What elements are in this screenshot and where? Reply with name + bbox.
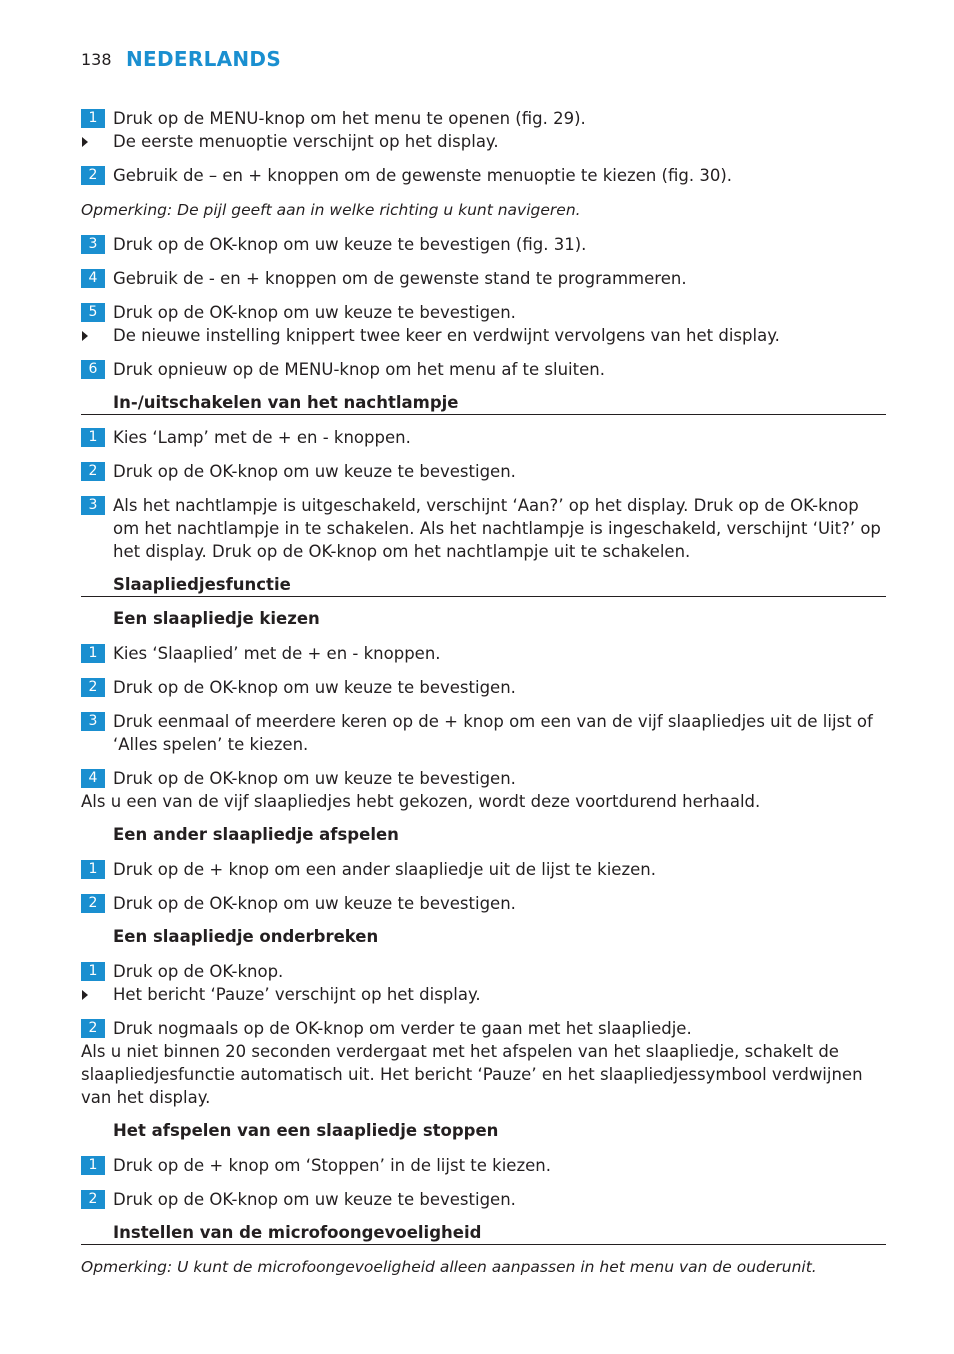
step-number: 2: [81, 894, 105, 913]
step-text: Gebruik de - en + knoppen om de gewenste stand te programmeren.: [113, 269, 687, 288]
step-text: Druk nogmaals op de OK-knop om verder te gaan met het slaapliedje.: [113, 1019, 692, 1038]
step-text: Druk op de OK-knop om uw keuze te bevestigen.: [113, 894, 516, 913]
step-number: 4: [81, 769, 105, 788]
step-text: Kies ‘Lamp’ met de + en - knoppen.: [113, 428, 411, 447]
step-text: Druk op de + knop om ‘Stoppen’ in de lijst te kiezen.: [113, 1156, 551, 1175]
step-text: Druk op de MENU-knop om het menu te openen (fig. 29).: [113, 109, 586, 128]
step-text: Druk op de OK-knop.: [113, 962, 284, 981]
subsection-heading: [81, 926, 886, 948]
step-number: 3: [81, 496, 105, 515]
step-text: Druk op de OK-knop om uw keuze te bevestigen.: [113, 462, 516, 481]
step-text: Kies ‘Slaaplied’ met de + en - knoppen.: [113, 644, 441, 663]
body-text: Als u niet binnen 20 seconden verdergaat met het afspelen van het slaapliedje, schakelt de slaapliedjesfunctie automatisch uit. Het bericht ‘Pauze’ en het slaapliedjessymbool verdwijnen van het display.: [81, 1042, 863, 1107]
subsection-heading: [81, 824, 886, 846]
step-number: 1: [81, 109, 105, 128]
note-text: Opmerking: De pijl geeft aan in welke richting u kunt navigeren.: [81, 201, 581, 219]
step-number: 5: [81, 303, 105, 322]
step-number: 3: [81, 235, 105, 254]
step-number: 2: [81, 678, 105, 697]
section-heading: [81, 574, 886, 597]
heading-text: Slaapliedjesfunctie: [113, 575, 291, 594]
subsection-heading: [81, 608, 886, 630]
step-text: Druk op de OK-knop om uw keuze te bevestigen.: [113, 678, 516, 697]
step-text: Druk op de OK-knop om uw keuze te bevestigen.: [113, 769, 516, 788]
step-number: 2: [81, 166, 105, 185]
step-number: 1: [81, 428, 105, 447]
section-heading: [81, 1222, 886, 1245]
step-number: 1: [81, 860, 105, 879]
step-text: Druk opnieuw op de MENU-knop om het menu af te sluiten.: [113, 360, 605, 379]
triangle-bullet-icon: [82, 331, 88, 341]
step-number: 1: [81, 644, 105, 663]
step-number: 4: [81, 269, 105, 288]
triangle-bullet-icon: [82, 137, 88, 147]
step-number: 1: [81, 962, 105, 981]
step-number: 2: [81, 462, 105, 481]
step-number: 6: [81, 360, 105, 379]
language-title: NEDERLANDS: [126, 47, 282, 71]
heading-text: Een slaapliedje onderbreken: [113, 927, 379, 946]
section-heading: [81, 392, 886, 415]
step-text: Als het nachtlampje is uitgeschakeld, verschijnt ‘Aan?’ op het display. Druk op de OK-knop om het nachtlampje in te schakelen. Als het nachtlampje is ingeschakeld, verschijnt ‘Uit?’ op het display. Druk op de OK-knop om het nachtlampje uit te schakelen.: [113, 496, 881, 561]
heading-text: Het afspelen van een slaapliedje stoppen: [113, 1121, 499, 1140]
triangle-bullet-icon: [82, 990, 88, 1000]
heading-text: Een slaapliedje kiezen: [113, 609, 320, 628]
step-text: Gebruik de – en + knoppen om de gewenste menuoptie te kiezen (fig. 30).: [113, 166, 733, 185]
step-text: Druk eenmaal of meerdere keren op de + knop om een van de vijf slaapliedjes uit de lijst of ‘Alles spelen’ te kiezen.: [113, 712, 873, 754]
step-text: Druk op de OK-knop om uw keuze te bevestigen.: [113, 1190, 516, 1209]
step-text: Druk op de + knop om een ander slaapliedje uit de lijst te kiezen.: [113, 860, 656, 879]
step-number: 3: [81, 712, 105, 731]
heading-text: Een ander slaapliedje afspelen: [113, 825, 399, 844]
step-number: 2: [81, 1019, 105, 1038]
bullet-text: De nieuwe instelling knippert twee keer en verdwijnt vervolgens van het display.: [113, 326, 780, 345]
step-number: 2: [81, 1190, 105, 1209]
heading-text: Instellen van de microfoongevoeligheid: [113, 1223, 482, 1242]
page-number: 138: [81, 50, 112, 69]
step-text: Druk op de OK-knop om uw keuze te bevestigen.: [113, 303, 516, 322]
heading-text: In-/uitschakelen van het nachtlampje: [113, 393, 459, 412]
subsection-heading: [81, 1120, 886, 1142]
step-text: Druk op de OK-knop om uw keuze te bevestigen (fig. 31).: [113, 235, 587, 254]
bullet-text: Het bericht ‘Pauze’ verschijnt op het display.: [113, 985, 481, 1004]
body-text: Als u een van de vijf slaapliedjes hebt gekozen, wordt deze voortdurend herhaald.: [81, 792, 761, 811]
step-number: 1: [81, 1156, 105, 1175]
bullet-text: De eerste menuoptie verschijnt op het display.: [113, 132, 499, 151]
note-text: Opmerking: U kunt de microfoongevoeligheid alleen aanpassen in het menu van de ouderunit.: [81, 1258, 817, 1276]
